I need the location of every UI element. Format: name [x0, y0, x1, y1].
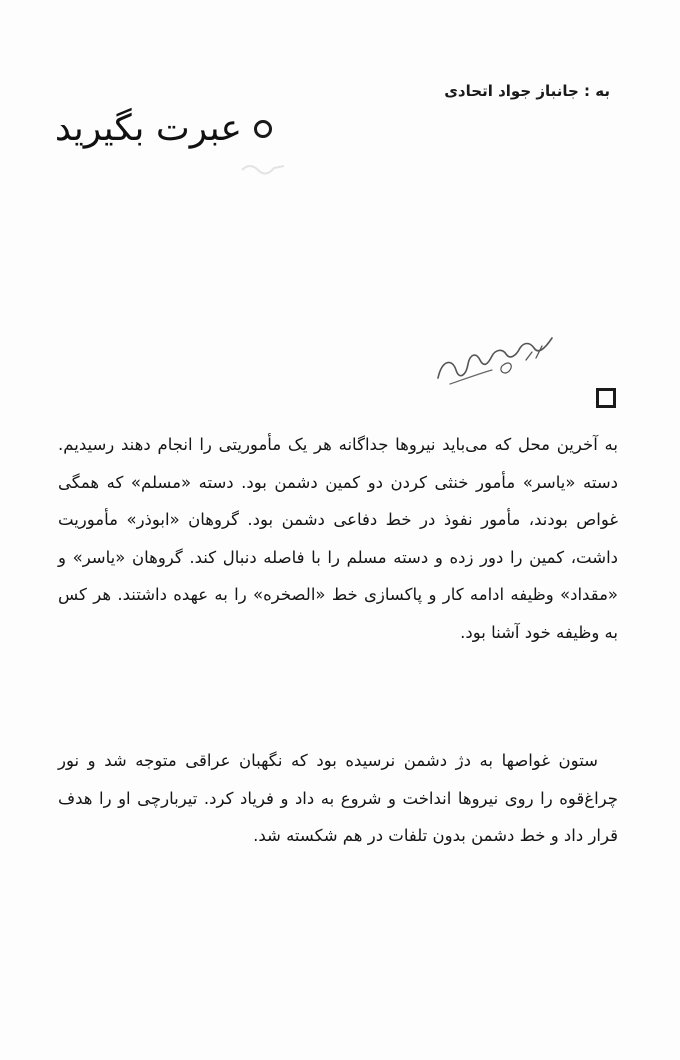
handwritten-signature-icon: [432, 330, 562, 390]
dedication-line: به : جانباز جواد اتحادی: [444, 82, 610, 100]
title-row: [55, 108, 272, 149]
paragraph-2-text: ستون غواصها به دژ دشمن نرسیده بود که نگهبان عراقی متوجه شد و نور چراغ‌قوه را روی نیروها انداخت و شروع به داد و فریاد کرد. تیربارچی او را هدف قرار داد و خط دشمن بدون تلفات در هم شکسته شد.: [58, 751, 618, 845]
square-bullet-icon: [596, 388, 616, 408]
paragraph-1-text: به آخرین محل که می‌باید نیروها جداگانه هر یک مأموریتی را انجام دهند رسیدیم. دسته «یاسر» مأمور خنثی کردن دو کمین دشمن بود. دسته «مسلم» که همگی غواص بودند، مأمور نفوذ در خط دفاعی دشمن بود. گروهان «ابوذر» مأموریت داشت، کمین را دور زده و دسته مسلم را با فاصله دنبال کند. گروهان «یاسر» و «مقداد» وظیفه ادامه کار و پاکسازی خط «الصخره» را به عهده داشتند. هر کس به وظیفه خود آشنا بود.: [58, 435, 618, 642]
circle-bullet-icon: [254, 120, 272, 138]
body-paragraph-1: [58, 426, 618, 651]
body-paragraph-2: [58, 742, 618, 855]
page-title: عبرت بگیرید: [54, 108, 242, 149]
bleed-through-mark: [238, 158, 288, 178]
